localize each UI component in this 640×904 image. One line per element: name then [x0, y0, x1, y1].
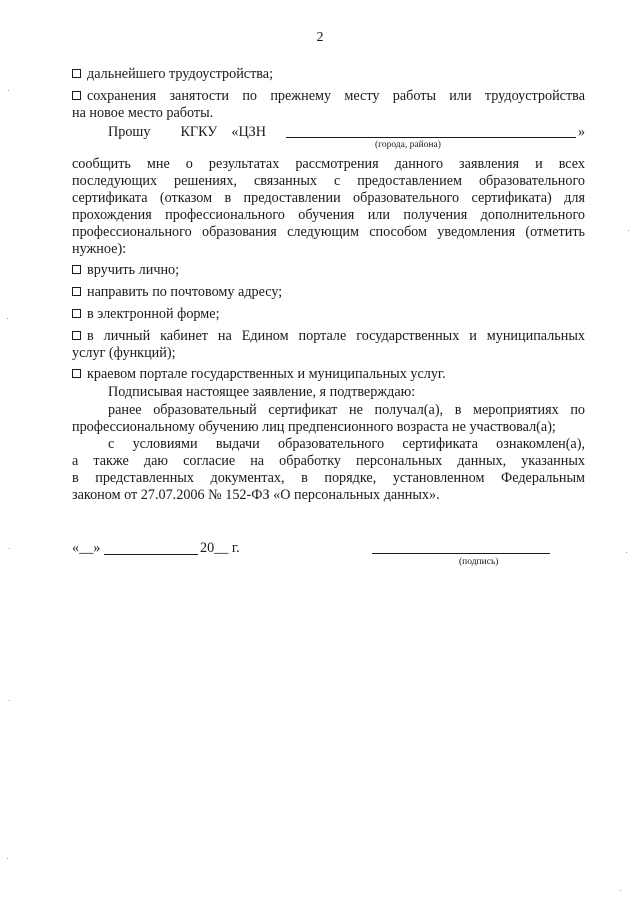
city-district-hint: (города, района)	[375, 140, 441, 150]
request-line: сообщить мне о результатах рассмотрения данного заявления и всех	[72, 156, 585, 172]
scan-speck	[628, 230, 629, 231]
option-keep-employment-cont: на новое место работы.	[72, 105, 214, 121]
option-keep-employment[interactable]: сохранения занятости по прежнему месту работы или трудоустройства	[72, 88, 585, 105]
checkbox-gosuslugi[interactable]	[72, 331, 81, 340]
checkbox-in-person[interactable]	[72, 265, 81, 274]
confirmation-line: а также даю согласие на обработку персональных данных, указанных	[72, 453, 585, 469]
scan-speck	[9, 548, 10, 549]
confirmation-intro: Подписывая настоящее заявление, я подтверждаю:	[108, 384, 416, 400]
option-further-employment[interactable]: дальнейшего трудоустройства;	[72, 66, 585, 83]
option-regional-portal[interactable]: краевом портале государственных и муниципальных услуг.	[72, 366, 585, 383]
scan-speck	[8, 90, 9, 91]
confirmation-line: с условиями выдачи образовательного сертификата ознакомлен(а),	[108, 436, 585, 452]
request-lead: Прошу КГКУ «ЦЗН	[108, 124, 267, 140]
checkbox-regional-portal[interactable]	[72, 369, 81, 378]
date-day: «__»	[72, 540, 101, 556]
request-line-last: нужное):	[72, 241, 127, 257]
request-line: последующих решениях, связанных с предоставлением образовательного	[72, 173, 585, 189]
checkbox-by-mail[interactable]	[72, 287, 81, 296]
page-number: 2	[316, 30, 324, 45]
option-by-mail[interactable]: направить по почтовому адресу;	[72, 284, 585, 301]
request-line: профессионального образования следующим способом уведомления (отметить	[72, 224, 585, 240]
request-line: сертификата (отказом в предоставлении образовательного сертификата) для	[72, 190, 585, 206]
scan-speck	[626, 552, 627, 553]
close-quote: »	[578, 124, 586, 140]
date-month-field[interactable]	[104, 554, 198, 555]
date-year: 20__ г.	[200, 540, 240, 556]
scan-speck	[7, 858, 8, 859]
checkbox-keep-employment[interactable]	[72, 91, 81, 100]
scan-speck	[7, 318, 8, 319]
request-line: прохождения профессионального обучения или получения дополнительного	[72, 207, 585, 223]
signature-field[interactable]	[372, 553, 550, 554]
option-gosuslugi[interactable]: в личный кабинет на Едином портале государственных и муниципальных	[72, 328, 585, 345]
checkbox-electronic[interactable]	[72, 309, 81, 318]
signature-hint: (подпись)	[459, 557, 499, 567]
scan-speck	[9, 700, 10, 701]
option-in-person[interactable]: вручить лично;	[72, 262, 585, 279]
scan-speck	[620, 890, 621, 891]
confirmation-line: профессиональному обучению лиц предпенсионного возраста не участвовал(а);	[72, 419, 556, 435]
option-gosuslugi-cont: услуг (функций);	[72, 345, 176, 361]
confirmation-line: в представленных документах, в порядке, установленном Федеральным	[72, 470, 585, 486]
city-district-field[interactable]	[286, 137, 576, 138]
confirmation-line: законом от 27.07.2006 № 152-ФЗ «О персональных данных».	[72, 487, 440, 503]
option-electronic[interactable]: в электронной форме;	[72, 306, 585, 323]
confirmation-line: ранее образовательный сертификат не получал(а), в мероприятиях по	[108, 402, 585, 418]
checkbox-further-employment[interactable]	[72, 69, 81, 78]
